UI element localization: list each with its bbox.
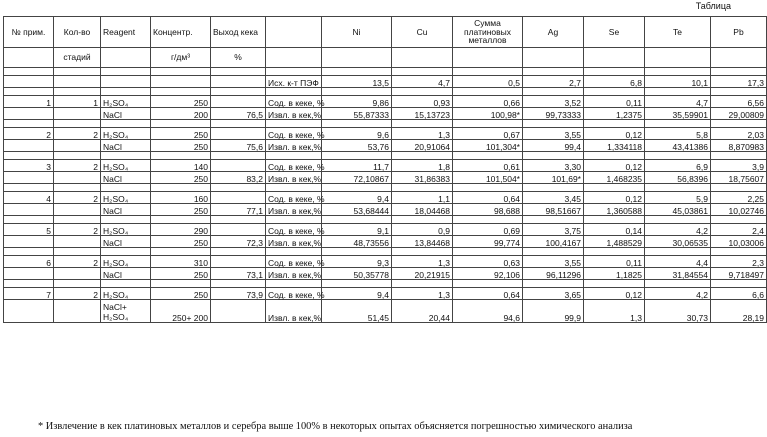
footnote: * Извлечение в кек платиновых металлов и серебра выше 100% в некоторых опытах объясняется погрешностью химического анализа xyxy=(38,421,633,432)
source-se: 6,8 xyxy=(584,76,645,88)
content-cu: 0,9 xyxy=(392,224,453,236)
extraction-cu: 18,04468 xyxy=(392,204,453,216)
concentration-h2so4: 250 xyxy=(151,288,211,300)
content-ag: 3,55 xyxy=(523,128,584,140)
content-label: Сод. в кеке, % xyxy=(266,288,322,300)
source-cu: 4,7 xyxy=(392,76,453,88)
concentration-h2so4: 140 xyxy=(151,160,211,172)
content-te: 5,9 xyxy=(645,192,711,204)
content-pb: 2,03 xyxy=(711,128,767,140)
content-cu: 1,8 xyxy=(392,160,453,172)
reagent-nacl: NaCl xyxy=(101,140,151,152)
content-ni: 9,86 xyxy=(322,96,392,108)
extraction-se: 1,3 xyxy=(584,300,645,323)
concentration-nacl: 250 xyxy=(151,204,211,216)
concentration-h2so4: 160 xyxy=(151,192,211,204)
content-pgm: 0,64 xyxy=(453,288,523,300)
content-label: Сод. в кеке, % xyxy=(266,96,322,108)
reagent-h2so4: H₂SO₄ xyxy=(101,128,151,140)
content-ag: 3,30 xyxy=(523,160,584,172)
extraction-cu: 31,86383 xyxy=(392,172,453,184)
cake-yield: 72,3 xyxy=(211,236,266,248)
extraction-te: 30,06535 xyxy=(645,236,711,248)
extraction-pgm: 94,6 xyxy=(453,300,523,323)
reagent-h2so4: H₂SO₄ xyxy=(101,256,151,268)
table-row xyxy=(4,108,767,120)
extraction-label: Извл. в кек,% xyxy=(266,268,322,280)
content-pb: 6,56 xyxy=(711,96,767,108)
header-ag: Ag xyxy=(523,17,584,48)
header-yield: Выход кека xyxy=(211,17,266,48)
content-ni: 9,4 xyxy=(322,192,392,204)
header-yield-unit: % xyxy=(211,48,266,68)
content-pgm: 0,67 xyxy=(453,128,523,140)
content-te: 6,9 xyxy=(645,160,711,172)
header-ni: Ni xyxy=(322,17,392,48)
extraction-te: 30,73 xyxy=(645,300,711,323)
header-concentration: Концентр. xyxy=(151,17,211,48)
reagent-nacl: NaCl xyxy=(101,236,151,248)
reagent-nacl: NaCl xyxy=(101,172,151,184)
extraction-ni: 48,73556 xyxy=(322,236,392,248)
header-pgm: Сумма платиновых металлов xyxy=(453,17,523,48)
content-ag: 3,52 xyxy=(523,96,584,108)
extraction-te: 35,59901 xyxy=(645,108,711,120)
content-cu: 0,93 xyxy=(392,96,453,108)
extraction-te: 43,41386 xyxy=(645,140,711,152)
table-row xyxy=(4,224,767,236)
content-te: 4,2 xyxy=(645,288,711,300)
table-row xyxy=(4,96,767,108)
extraction-pb: 10,02746 xyxy=(711,204,767,216)
extraction-ag: 99,4 xyxy=(523,140,584,152)
cake-yield: 73,1 xyxy=(211,268,266,280)
reagent-h2so4: H₂SO₄ xyxy=(101,224,151,236)
content-ag: 3,75 xyxy=(523,224,584,236)
extraction-label: Извл. в кек,% xyxy=(266,108,322,120)
stage-count: 2 xyxy=(54,192,101,204)
extraction-ni: 53,76 xyxy=(322,140,392,152)
header-blank xyxy=(266,17,322,48)
content-pgm: 0,61 xyxy=(453,160,523,172)
extraction-pb: 29,00809 xyxy=(711,108,767,120)
header-stages: стадий xyxy=(54,48,101,68)
extraction-pb: 18,75607 xyxy=(711,172,767,184)
extraction-ni: 50,35778 xyxy=(322,268,392,280)
extraction-cu: 20,44 xyxy=(392,300,453,323)
concentration-nacl: 250 xyxy=(151,140,211,152)
content-ni: 11,7 xyxy=(322,160,392,172)
header-no: № прим. xyxy=(4,17,54,48)
source-ni: 13,5 xyxy=(322,76,392,88)
concentration-nacl: 250 xyxy=(151,268,211,280)
header-se: Se xyxy=(584,17,645,48)
extraction-label: Извл. в кек,% xyxy=(266,172,322,184)
extraction-ag: 99,9 xyxy=(523,300,584,323)
extraction-label: Извл. в кек,% xyxy=(266,140,322,152)
extraction-pb: 9,718497 xyxy=(711,268,767,280)
content-ag: 3,65 xyxy=(523,288,584,300)
extraction-se: 1,334118 xyxy=(584,140,645,152)
reagent-h2so4: H₂SO₄ xyxy=(101,288,151,300)
content-te: 4,4 xyxy=(645,256,711,268)
extraction-pgm: 98,688 xyxy=(453,204,523,216)
extraction-pgm: 92,106 xyxy=(453,268,523,280)
content-ag: 3,45 xyxy=(523,192,584,204)
table-row xyxy=(4,192,767,204)
cake-yield: 83,2 xyxy=(211,172,266,184)
extraction-se: 1,360588 xyxy=(584,204,645,216)
content-label: Сод. в кеке, % xyxy=(266,192,322,204)
header-row-1 xyxy=(4,17,767,48)
content-cu: 1,3 xyxy=(392,128,453,140)
content-label: Сод. в кеке, % xyxy=(266,256,322,268)
content-ag: 3,55 xyxy=(523,256,584,268)
stage-count: 2 xyxy=(54,160,101,172)
table-row xyxy=(4,204,767,216)
source-te: 10,1 xyxy=(645,76,711,88)
example-number: 3 xyxy=(4,160,54,172)
cake-yield: 75,6 xyxy=(211,140,266,152)
extraction-pgm: 99,774 xyxy=(453,236,523,248)
content-cu: 1,1 xyxy=(392,192,453,204)
content-pgm: 0,64 xyxy=(453,192,523,204)
reagent-nacl: NaCl xyxy=(101,268,151,280)
extraction-pb: 8,870983 xyxy=(711,140,767,152)
source-pgm: 0,5 xyxy=(453,76,523,88)
stage-count: 2 xyxy=(54,128,101,140)
extraction-ag: 101,69* xyxy=(523,172,584,184)
content-se: 0,12 xyxy=(584,288,645,300)
extraction-pgm: 100,98* xyxy=(453,108,523,120)
extraction-ag: 99,73333 xyxy=(523,108,584,120)
content-ni: 9,6 xyxy=(322,128,392,140)
stage-count: 2 xyxy=(54,256,101,268)
extraction-pgm: 101,504* xyxy=(453,172,523,184)
header-conc-unit: г/дм³ xyxy=(151,48,211,68)
cake-yield: 77,1 xyxy=(211,204,266,216)
source-pb: 17,3 xyxy=(711,76,767,88)
extraction-label: Извл. в кек,% xyxy=(266,236,322,248)
table-row xyxy=(4,288,767,300)
header-cu: Cu xyxy=(392,17,453,48)
header-pb: Pb xyxy=(711,17,767,48)
content-label: Сод. в кеке, % xyxy=(266,160,322,172)
concentration-nacl: 200 xyxy=(151,108,211,120)
example-number: 1 xyxy=(4,96,54,108)
extraction-cu: 20,21915 xyxy=(392,268,453,280)
source-label: Исх. к-т ПЭФ xyxy=(266,76,322,88)
content-pb: 2,4 xyxy=(711,224,767,236)
extraction-ni: 51,45 xyxy=(322,300,392,323)
concentration-nacl: 250 xyxy=(151,172,211,184)
extraction-label: Извл. в кек,% xyxy=(266,300,322,323)
extraction-se: 1,1825 xyxy=(584,268,645,280)
concentration-h2so4: 290 xyxy=(151,224,211,236)
extraction-te: 45,03861 xyxy=(645,204,711,216)
stage-count: 2 xyxy=(54,224,101,236)
extraction-se: 1,488529 xyxy=(584,236,645,248)
cake-yield: 76,5 xyxy=(211,108,266,120)
extraction-ag: 98,51667 xyxy=(523,204,584,216)
cake-yield: 73,9 xyxy=(211,288,266,300)
stage-count: 2 xyxy=(54,288,101,300)
extraction-ag: 100,4167 xyxy=(523,236,584,248)
extraction-cu: 15,13723 xyxy=(392,108,453,120)
reagent-line-1: NaCl+ xyxy=(103,302,127,312)
extraction-cu: 13,84468 xyxy=(392,236,453,248)
content-pb: 2,25 xyxy=(711,192,767,204)
reagent-h2so4: H₂SO₄ xyxy=(101,160,151,172)
content-se: 0,12 xyxy=(584,128,645,140)
example-number: 6 xyxy=(4,256,54,268)
results-table xyxy=(3,16,767,323)
extraction-ni: 53,68444 xyxy=(322,204,392,216)
extraction-te: 31,84554 xyxy=(645,268,711,280)
concentration-h2so4: 250 xyxy=(151,128,211,140)
reagent-nacl: NaCl xyxy=(101,204,151,216)
example-number: 4 xyxy=(4,192,54,204)
extraction-pb: 10,03006 xyxy=(711,236,767,248)
extraction-pgm: 101,304* xyxy=(453,140,523,152)
extraction-label: Извл. в кек,% xyxy=(266,204,322,216)
content-pb: 3,9 xyxy=(711,160,767,172)
reagent-h2so4: H₂SO₄ xyxy=(101,192,151,204)
table-caption: Таблица xyxy=(695,1,731,11)
table-row xyxy=(4,256,767,268)
example-number: 7 xyxy=(4,288,54,300)
content-cu: 1,3 xyxy=(392,288,453,300)
content-ni: 9,4 xyxy=(322,288,392,300)
concentration-nacl: 250 xyxy=(151,236,211,248)
header-count: Кол-во xyxy=(54,17,101,48)
extraction-se: 1,2375 xyxy=(584,108,645,120)
table-row xyxy=(4,300,767,323)
extraction-se: 1,468235 xyxy=(584,172,645,184)
reagent-line-2: H₂SO₄ xyxy=(103,312,129,322)
header-reagent: Reagent xyxy=(101,17,151,48)
extraction-cu: 20,91064 xyxy=(392,140,453,152)
concentration-h2so4: 250 xyxy=(151,96,211,108)
content-te: 5,8 xyxy=(645,128,711,140)
reagent-h2so4: H₂SO₄ xyxy=(101,96,151,108)
content-te: 4,7 xyxy=(645,96,711,108)
content-se: 0,11 xyxy=(584,256,645,268)
extraction-ni: 55,87333 xyxy=(322,108,392,120)
table-row xyxy=(4,268,767,280)
content-label: Сод. в кеке, % xyxy=(266,224,322,236)
extraction-pb: 28,19 xyxy=(711,300,767,323)
source-ag: 2,7 xyxy=(523,76,584,88)
content-se: 0,12 xyxy=(584,192,645,204)
content-se: 0,14 xyxy=(584,224,645,236)
example-number: 2 xyxy=(4,128,54,140)
extraction-ag: 96,11296 xyxy=(523,268,584,280)
content-ni: 9,1 xyxy=(322,224,392,236)
example-number: 5 xyxy=(4,224,54,236)
content-pb: 2,3 xyxy=(711,256,767,268)
reagent-nacl-h2so4 xyxy=(101,300,151,323)
content-pgm: 0,66 xyxy=(453,96,523,108)
content-label: Сод. в кеке, % xyxy=(266,128,322,140)
header-te: Te xyxy=(645,17,711,48)
table-row xyxy=(4,160,767,172)
table-row xyxy=(4,140,767,152)
concentration-h2so4: 310 xyxy=(151,256,211,268)
content-pgm: 0,63 xyxy=(453,256,523,268)
concentration-nacl: 250+ 200 xyxy=(151,300,211,323)
table-row xyxy=(4,128,767,140)
content-cu: 1,3 xyxy=(392,256,453,268)
content-pb: 6,6 xyxy=(711,288,767,300)
table-row xyxy=(4,172,767,184)
header-row-2 xyxy=(4,48,767,68)
content-pgm: 0,69 xyxy=(453,224,523,236)
content-se: 0,11 xyxy=(584,96,645,108)
extraction-te: 56,8396 xyxy=(645,172,711,184)
content-te: 4,2 xyxy=(645,224,711,236)
extraction-ni: 72,10867 xyxy=(322,172,392,184)
source-row xyxy=(4,76,767,88)
table-row xyxy=(4,236,767,248)
reagent-nacl: NaCl xyxy=(101,108,151,120)
content-se: 0,12 xyxy=(584,160,645,172)
stage-count: 1 xyxy=(54,96,101,108)
content-ni: 9,3 xyxy=(322,256,392,268)
